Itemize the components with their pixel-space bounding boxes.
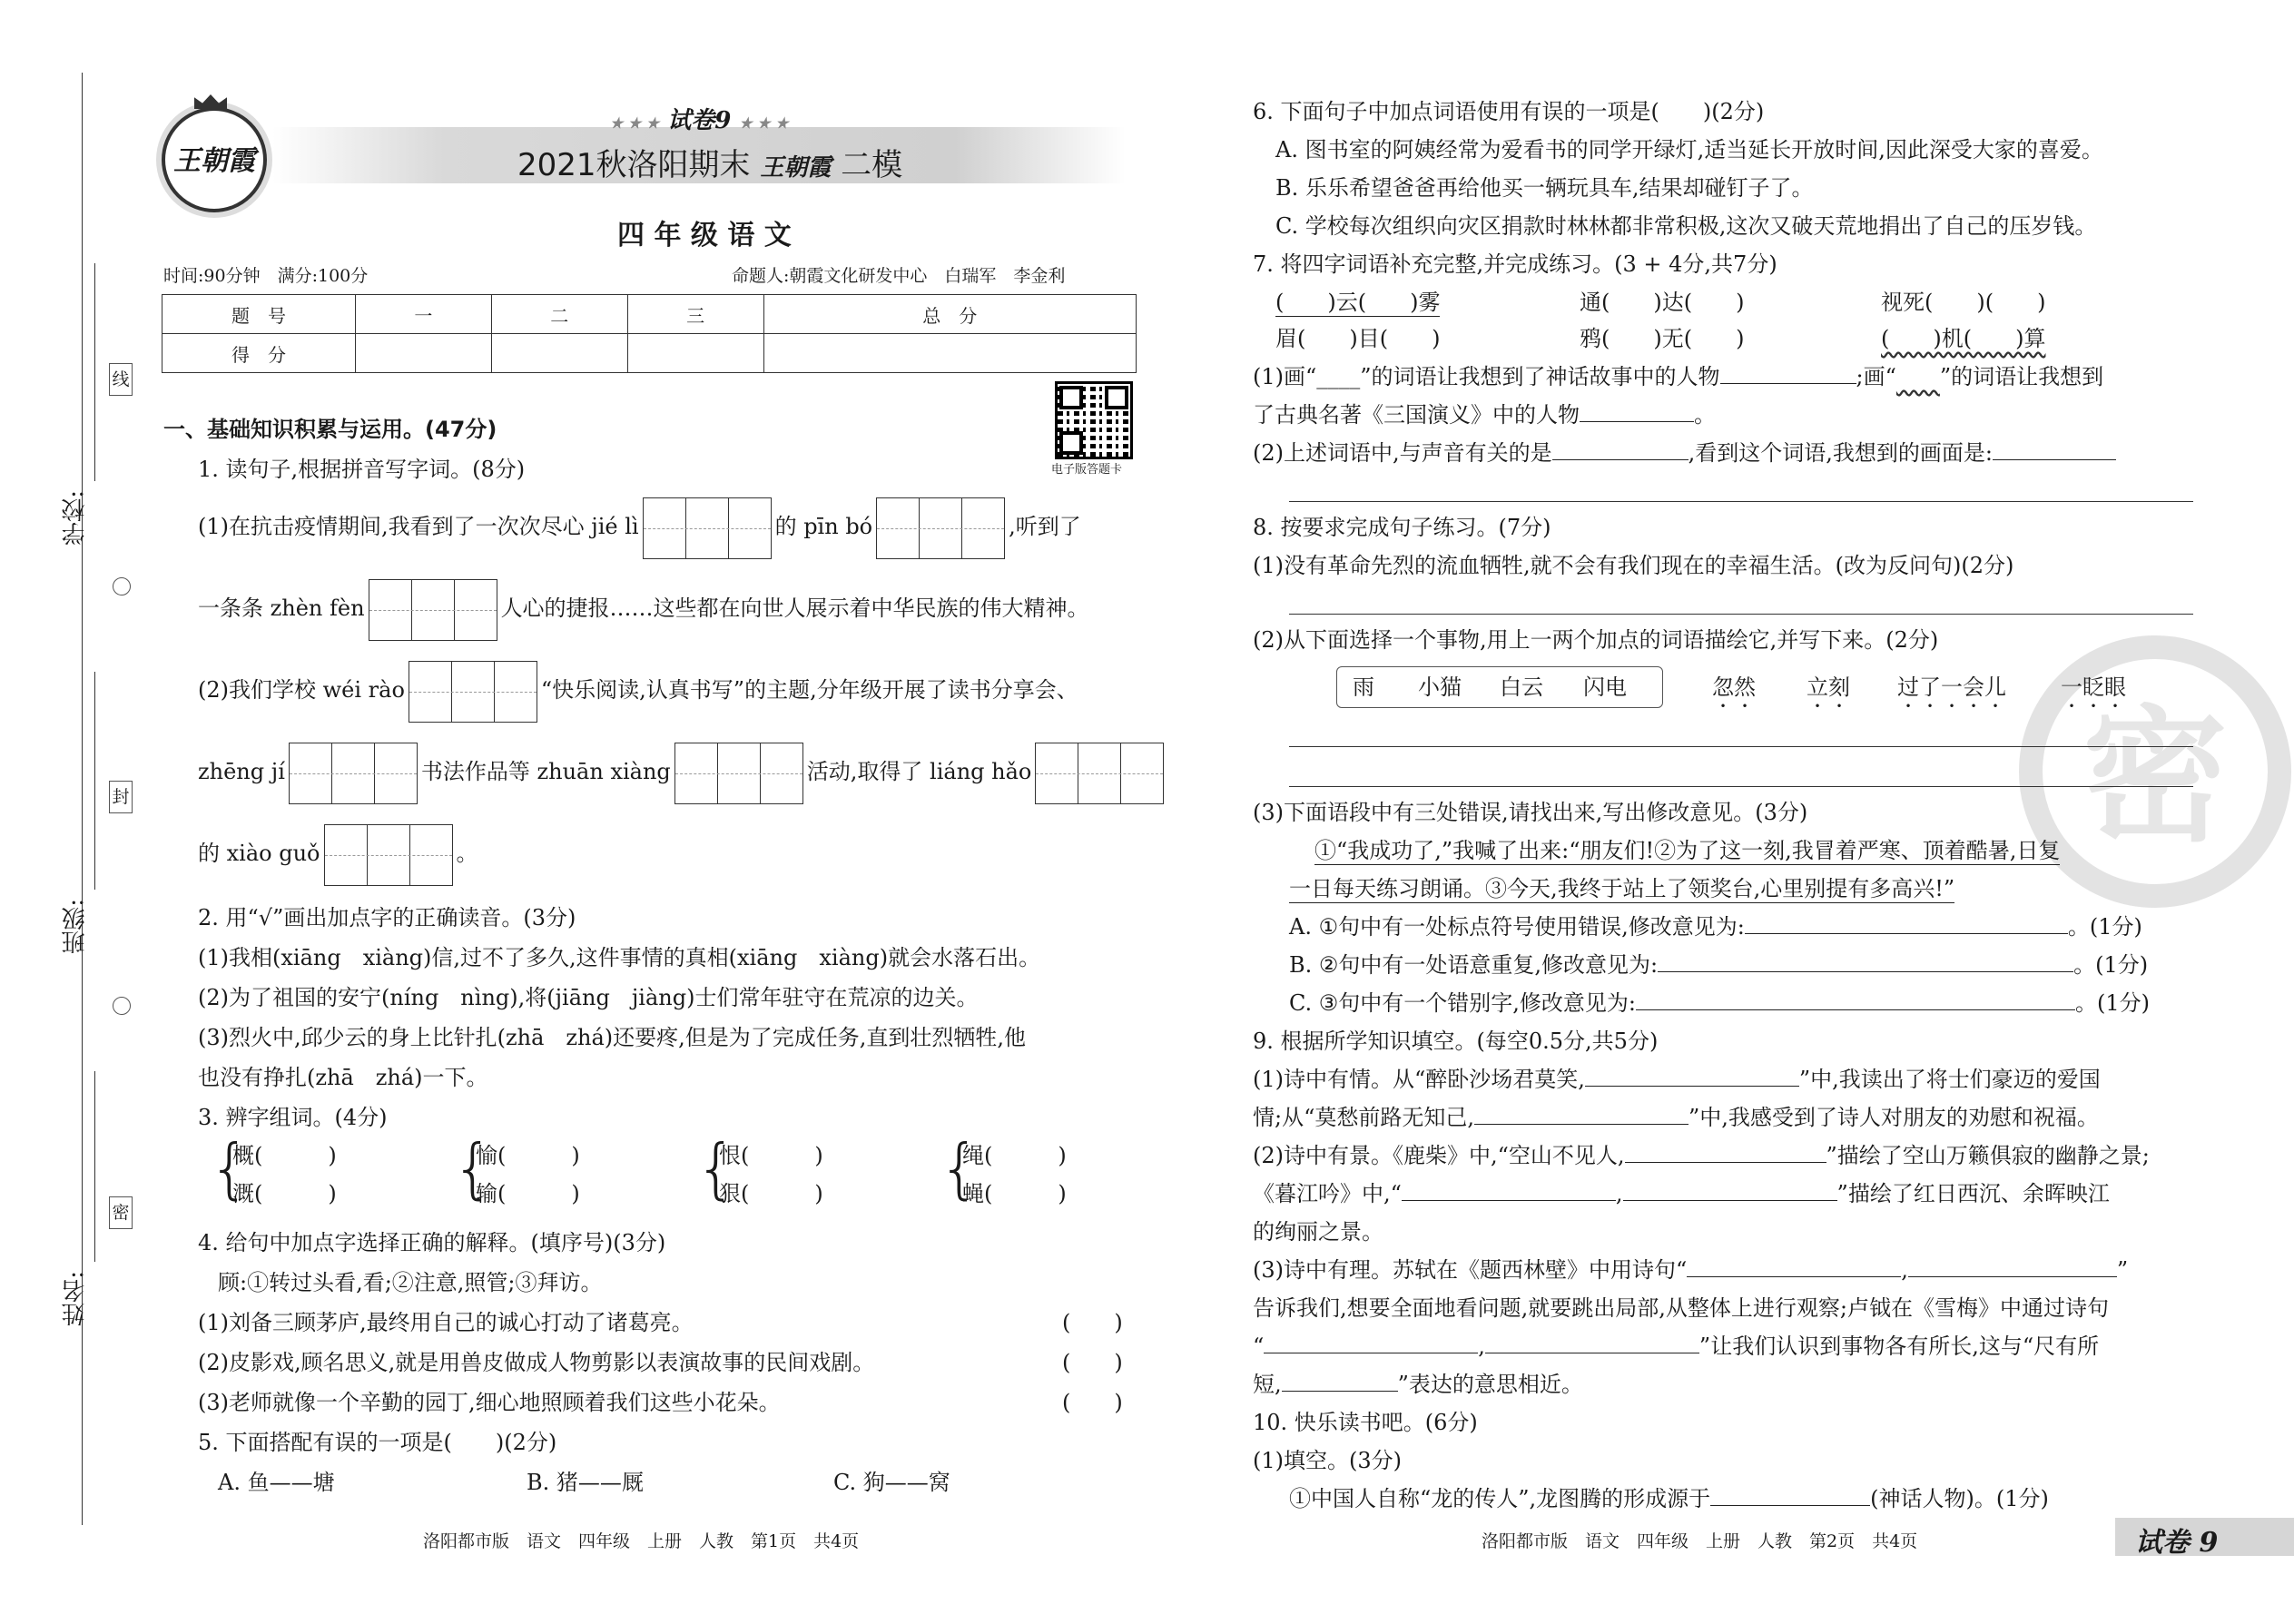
q10-title: 10. 快乐读书吧。(6分) bbox=[1253, 1410, 1478, 1435]
q9-text: ”让我们认识到事物各有所长,这与“尺有所 bbox=[1698, 1334, 2100, 1359]
answer-blank[interactable] bbox=[1264, 1333, 1478, 1353]
q1-text: “快乐阅读,认真书写”的主题,分年级开展了读书分享会、 bbox=[540, 677, 1078, 703]
stamp-text: 密 bbox=[2082, 692, 2228, 861]
q10-item-1: (1)填空。(3分) bbox=[1253, 1448, 1402, 1473]
q7-title: 7. 将四字词语补充完整,并完成练习。(3 + 4分,共7分) bbox=[1253, 251, 1777, 277]
q1-line3 bbox=[198, 654, 1078, 726]
section-1-title: 一、基础知识积累与运用。(47分) bbox=[163, 417, 497, 442]
q4-answer-2[interactable]: ( ) bbox=[1062, 1350, 1123, 1375]
authors: 命题人:朝霞文化研发中心 白瑞军 李金利 bbox=[732, 266, 1066, 286]
q8-passage-2: 一日每天练习朗诵。③今天,我终于站上了领奖台,心里别提有多高兴!” bbox=[1289, 876, 1955, 901]
q6-option-c[interactable]: C. 学校每次组织向灾区捐款时林林都非常积极,这次又破天荒地捐出了自己的压岁钱。 bbox=[1275, 213, 2097, 239]
q9-2-line1 bbox=[1253, 1142, 2150, 1169]
q9-2-line3: 的绚丽之景。 bbox=[1253, 1219, 1383, 1245]
q7-1-line2 bbox=[1253, 401, 1716, 428]
q4-item-1: (1)刘备三顾茅庐,最终用自己的诚心打动了诸葛亮。 bbox=[198, 1310, 694, 1335]
q9-3-line4 bbox=[1253, 1371, 1583, 1398]
page-footer-left: 洛阳都市版 语文 四年级 上册 人教 第1页 共4页 bbox=[423, 1531, 860, 1551]
q7-text: 了古典名著《三国演义》中的人物 bbox=[1253, 402, 1580, 428]
dotted-word[interactable]: 过了一会儿 bbox=[1897, 674, 2006, 700]
answer-blank[interactable] bbox=[1580, 401, 1694, 422]
q1-text: zhēng jí bbox=[198, 759, 285, 784]
word-item: 愉( ) bbox=[476, 1143, 580, 1168]
qr-corner bbox=[1105, 386, 1128, 409]
q8-text: 。(1分) bbox=[2075, 990, 2150, 1016]
q5-option-c[interactable]: C. 狗——窝 bbox=[833, 1470, 950, 1495]
crown-icon bbox=[194, 94, 227, 109]
score-input[interactable] bbox=[356, 334, 492, 373]
name-line bbox=[94, 1071, 95, 1262]
q2-item-2: (2)为了祖国的安宁(níng nìng),将(jiāng jiàng)士们常年驻守在荒凉的边关。 bbox=[198, 985, 979, 1010]
answer-grid[interactable] bbox=[674, 743, 803, 804]
q10-1-line bbox=[1289, 1485, 2049, 1512]
q7-text: ,看到这个词语,我想到的画面是: bbox=[1688, 440, 1993, 466]
q7-text: (1)画“____”的词语让我想到了神话故事中的人物 bbox=[1253, 364, 1720, 389]
q8-b-line bbox=[1289, 951, 2148, 979]
q7-text: 。 bbox=[1694, 402, 1716, 428]
q6-option-b[interactable]: B. 乐乐希望爸爸再给他买一辆玩具车,结果却碰钉子了。 bbox=[1275, 175, 1814, 201]
score-cell: 得 分 bbox=[162, 334, 356, 373]
page-footer-right: 洛阳都市版 语文 四年级 上册 人教 第2页 共4页 bbox=[1482, 1531, 1918, 1551]
q9-text: 短, bbox=[1253, 1372, 1282, 1397]
q1-text: 。 bbox=[456, 841, 478, 866]
score-table bbox=[162, 294, 1137, 373]
qr-corner bbox=[1059, 431, 1083, 455]
approved-stamp bbox=[2019, 635, 2291, 908]
q5-option-a[interactable]: A. 鱼——塘 bbox=[218, 1470, 335, 1495]
brace-icon: { bbox=[209, 1130, 251, 1206]
q9-3-line2: 告诉我们,想要全面地看问题,就要跳出局部,从整体上进行观察;卢钺在《雪梅》中通过诗句 bbox=[1253, 1295, 2109, 1321]
qr-caption: 电子版答题卡 bbox=[1051, 463, 1123, 477]
q10-text: (神话人物)。(1分) bbox=[1870, 1486, 2049, 1511]
answer-blank[interactable] bbox=[1282, 1371, 1398, 1392]
school-line bbox=[94, 263, 95, 481]
q1-text: ,听到了 bbox=[1009, 514, 1081, 539]
wavy-sample bbox=[1896, 364, 1940, 389]
q7-word-2[interactable]: 通( )达( ) bbox=[1580, 290, 1745, 315]
score-cell: 题 号 bbox=[162, 295, 356, 334]
title-right: 二模 bbox=[841, 147, 903, 183]
answer-blank[interactable] bbox=[1636, 989, 2075, 1010]
q9-text: , bbox=[1901, 1257, 1908, 1283]
q1-text: 的 pīn bó bbox=[774, 514, 873, 539]
score-input[interactable] bbox=[627, 334, 763, 373]
word-item: 蝇( ) bbox=[962, 1181, 1067, 1206]
answer-grid[interactable] bbox=[409, 661, 537, 723]
brace-icon: { bbox=[695, 1130, 737, 1206]
q7-word-5[interactable]: 鸦( )无( ) bbox=[1580, 326, 1745, 351]
answer-grid[interactable] bbox=[324, 824, 453, 886]
q1-line4 bbox=[198, 735, 1167, 808]
binding-mark-seal: 封 bbox=[109, 781, 133, 813]
q1-line2 bbox=[198, 572, 1089, 645]
dotted-word[interactable]: 立刻 bbox=[1807, 674, 1850, 700]
answer-blank[interactable] bbox=[1745, 913, 2068, 934]
answer-blank[interactable] bbox=[1720, 363, 1856, 384]
writing-line[interactable] bbox=[1289, 786, 2193, 787]
q8-item-1: (1)没有革命先烈的流血牺牲,就不会有我们现在的幸福生活。(改为反问句)(2分) bbox=[1253, 553, 2014, 578]
q9-text: ”中,我读出了将士们豪迈的爱国 bbox=[1798, 1067, 2101, 1092]
q7-text: (2)上述词语中,与声音有关的是 bbox=[1253, 440, 1552, 466]
answer-grid[interactable] bbox=[876, 497, 1005, 559]
score-row-score bbox=[162, 334, 1137, 373]
q2-item-3: (3)烈火中,邱少云的身上比针扎(zhā zhá)还要疼,但是为了完成任务,直到壮烈牺牲,他 bbox=[198, 1025, 1027, 1050]
q9-3-line3 bbox=[1253, 1333, 2099, 1360]
q9-text: ”描绘了空山万籁俱寂的幽静之景; bbox=[1826, 1143, 2150, 1168]
q7-text: ”的词语让我想到 bbox=[1939, 364, 2104, 389]
title-left: 2021秋洛阳期末 bbox=[517, 147, 751, 183]
answer-blank[interactable] bbox=[1585, 1066, 1799, 1087]
q9-title: 9. 根据所学知识填空。(每空0.5分,共5分) bbox=[1253, 1029, 1659, 1054]
q7-word-6[interactable]: ( )机( )算 bbox=[1881, 326, 2046, 351]
q6-title: 6. 下面句子中加点词语使用有误的一项是( )(2分) bbox=[1253, 99, 1765, 124]
answer-blank[interactable] bbox=[1710, 1485, 1870, 1506]
word-item: 概( ) bbox=[232, 1143, 337, 1168]
q9-text: ” bbox=[2116, 1257, 2129, 1283]
q8-item-2: (2)从下面选择一个事物,用上一两个加点的词语描绘它,并写下来。(2分) bbox=[1253, 627, 1939, 653]
q5-option-b[interactable]: B. 猪——厩 bbox=[527, 1470, 644, 1495]
q9-text: 情;从“莫愁前路无知己, bbox=[1253, 1105, 1474, 1130]
q8-text: C. ③句中有一个错别字,修改意见为: bbox=[1289, 990, 1636, 1016]
q2-item-3-cont: 也没有挣扎(zhā zhá)一下。 bbox=[198, 1065, 488, 1090]
q7-text: ;画“ bbox=[1856, 364, 1896, 389]
q8-c-line bbox=[1289, 989, 2150, 1017]
q9-text: , bbox=[1615, 1181, 1623, 1206]
q8-text: B. ②句中有一处语意重复,修改意见为: bbox=[1289, 952, 1659, 978]
class-line bbox=[94, 672, 95, 890]
q9-text: ”描绘了红日西沉、余晖映江 bbox=[1836, 1181, 2110, 1206]
q7-word-4[interactable]: 眉( )目( ) bbox=[1275, 326, 1441, 351]
box-item[interactable]: 雨 bbox=[1353, 674, 1374, 700]
q1-line5 bbox=[198, 817, 478, 890]
q4-item-3: (3)老师就像一个辛勤的园丁,细心地照顾着我们这些小花朵。 bbox=[198, 1390, 781, 1415]
dotted-word[interactable]: 一眨眼 bbox=[2061, 674, 2126, 700]
q3-group bbox=[209, 1130, 1117, 1211]
writing-line[interactable] bbox=[1289, 501, 2193, 502]
q8-passage-1: ①“我成功了,”我喊了出来:“朋友们!②为了这一刻,我冒着严寒、顶着酷暑,日复 bbox=[1314, 838, 2061, 863]
q1-text: 书法作品等 zhuān xiàng bbox=[420, 759, 671, 784]
box-item[interactable]: 闪电 bbox=[1583, 674, 1627, 700]
class-label: 班级: bbox=[62, 899, 89, 954]
answer-blank[interactable] bbox=[1993, 439, 2116, 460]
q1-text: (1)在抗击疫情期间,我看到了一次次尽心 jié lì bbox=[198, 514, 639, 539]
q9-1-line1 bbox=[1253, 1066, 2101, 1093]
q1-line1 bbox=[198, 490, 1081, 563]
title-brand: 王朝霞 bbox=[760, 154, 832, 182]
writing-line[interactable] bbox=[1289, 746, 2193, 747]
answer-blank[interactable] bbox=[1474, 1104, 1689, 1125]
answer-blank[interactable] bbox=[1687, 1256, 1901, 1277]
subject-title: 四 年 级 语 文 bbox=[617, 220, 792, 251]
q9-text: ”中,我感受到了诗人对朋友的劝慰和祝福。 bbox=[1688, 1105, 2099, 1130]
score-row-header bbox=[162, 295, 1137, 334]
q2-title: 2. 用“√”画出加点字的正确读音。(3分) bbox=[198, 905, 576, 930]
q3-title: 3. 辨字组词。(4分) bbox=[198, 1105, 388, 1130]
q7-1-line1 bbox=[1253, 363, 2103, 390]
paper-ribbon bbox=[610, 107, 789, 137]
box-item[interactable]: 白云 bbox=[1500, 674, 1543, 700]
school-label: 学校: bbox=[62, 490, 89, 546]
q1-text: (2)我们学校 wéi rào bbox=[198, 677, 405, 703]
answer-blank[interactable] bbox=[1658, 951, 2073, 972]
brace-icon: { bbox=[939, 1130, 980, 1206]
binding-mark-secret: 密 bbox=[109, 1196, 133, 1229]
logo-text: 王朝霞 bbox=[173, 145, 255, 177]
q2-item-1: (1)我相(xiāng xiàng)信,过不了多久,这件事情的真相(xiāng xiàng)就会水落石出。 bbox=[198, 945, 1041, 970]
qr-corner bbox=[1059, 386, 1083, 409]
q7-2-line bbox=[1253, 439, 2116, 467]
answer-blank[interactable] bbox=[1552, 439, 1689, 460]
class-field[interactable] bbox=[62, 672, 103, 962]
school-field[interactable] bbox=[62, 263, 103, 554]
q9-text: (1)诗中有情。从“醉卧沙场君莫笑, bbox=[1253, 1067, 1585, 1092]
word-item: 恨( ) bbox=[719, 1143, 823, 1168]
score-input[interactable] bbox=[491, 334, 627, 373]
time-score: 时间:90分钟 满分:100分 bbox=[163, 266, 369, 286]
q9-text: ”表达的意思相近。 bbox=[1397, 1372, 1583, 1397]
q8-text: A. ①句中有一处标点符号使用错误,修改意见为: bbox=[1289, 914, 1745, 940]
word-item: 输( ) bbox=[476, 1181, 580, 1206]
binding-hole-1 bbox=[113, 577, 131, 595]
dotted-word[interactable]: 忽然 bbox=[1712, 674, 1756, 700]
exam-title bbox=[517, 147, 902, 186]
q1-text: 活动,取得了 liáng hǎo bbox=[806, 759, 1032, 784]
q8-item-3: (3)下面语段中有三处错误,请找出来,写出修改意见。(3分) bbox=[1253, 800, 1808, 825]
q9-1-line2 bbox=[1253, 1104, 2099, 1131]
score-cell: 二 bbox=[491, 295, 627, 334]
q10-text: ①中国人自称“龙的传人”,龙图腾的形成源于 bbox=[1289, 1486, 1711, 1511]
answer-grid[interactable] bbox=[1035, 743, 1164, 804]
score-cell: 一 bbox=[356, 295, 492, 334]
stars-right: ★ ★ ★ bbox=[739, 114, 789, 132]
answer-blank[interactable] bbox=[1625, 1142, 1826, 1163]
q5-title: 5. 下面搭配有误的一项是( )(2分) bbox=[198, 1430, 557, 1455]
q9-text: “ bbox=[1253, 1334, 1265, 1359]
answer-grid[interactable] bbox=[643, 497, 772, 559]
answer-blank[interactable] bbox=[1908, 1256, 2117, 1277]
word-item: 溉( ) bbox=[232, 1181, 337, 1206]
q1-text: 一条条 zhèn fèn bbox=[198, 595, 365, 621]
answer-blank[interactable] bbox=[1485, 1333, 1699, 1353]
binding-hole-2 bbox=[113, 997, 131, 1015]
q4-answer-1[interactable]: ( ) bbox=[1062, 1310, 1123, 1335]
q8-a-line bbox=[1289, 913, 2142, 940]
ribbon-label: 试卷9 bbox=[667, 107, 732, 134]
score-input[interactable] bbox=[763, 334, 1136, 373]
q9-text: (2)诗中有景。《鹿柴》中,“空山不见人, bbox=[1253, 1143, 1625, 1168]
q9-2-line2 bbox=[1253, 1180, 2110, 1207]
answer-grid[interactable] bbox=[289, 743, 418, 804]
answer-grid[interactable] bbox=[369, 579, 497, 641]
brace-icon: { bbox=[452, 1130, 494, 1206]
q9-text: (3)诗中有理。苏轼在《题西林壁》中用诗句“ bbox=[1253, 1257, 1688, 1283]
paper-tag: 试卷 9 bbox=[2135, 1527, 2219, 1559]
binding-mark-line: 线 bbox=[109, 363, 133, 396]
name-field[interactable] bbox=[62, 1071, 103, 1362]
answer-blank[interactable] bbox=[1402, 1180, 1616, 1201]
q6-option-a[interactable]: A. 图书室的阿姨经常为爱看书的同学开绿灯,适当延长开放时间,因此深受大家的喜爱。 bbox=[1275, 137, 2103, 162]
qr-code[interactable] bbox=[1055, 381, 1133, 459]
q4-item-2: (2)皮影戏,顾名思义,就是用兽皮做成人物剪影以表演故事的民间戏剧。 bbox=[198, 1350, 875, 1375]
answer-blank[interactable] bbox=[1623, 1180, 1837, 1201]
q4-answer-3[interactable]: ( ) bbox=[1062, 1390, 1123, 1415]
q7-word-1[interactable]: ( )云( )雾 bbox=[1275, 290, 1441, 315]
score-cell: 总 分 bbox=[763, 295, 1136, 334]
word-item: 狠( ) bbox=[719, 1181, 823, 1206]
q7-word-3[interactable]: 视死( )( ) bbox=[1881, 290, 2046, 315]
name-label: 姓名: bbox=[62, 1271, 89, 1326]
q8-text: 。(1分) bbox=[2073, 952, 2149, 978]
q9-3-line1 bbox=[1253, 1256, 2128, 1284]
score-cell: 三 bbox=[627, 295, 763, 334]
stars-left: ★ ★ ★ bbox=[610, 114, 660, 132]
word-item: 绳( ) bbox=[962, 1143, 1067, 1168]
logo bbox=[162, 107, 267, 212]
q4-definition: 顾:①转过头看,看;②注意,照管;③拜访。 bbox=[218, 1270, 603, 1295]
q1-text: 的 xiào guǒ bbox=[198, 841, 320, 866]
q9-text: , bbox=[1478, 1334, 1485, 1359]
q8-text: 。(1分) bbox=[2067, 914, 2142, 940]
writing-line[interactable] bbox=[1289, 614, 2193, 615]
q4-title: 4. 给句中加点字选择正确的解释。(填序号)(3分) bbox=[198, 1230, 666, 1255]
q1-title: 1. 读句子,根据拼音写字词。(8分) bbox=[198, 457, 526, 482]
q8-title: 8. 按要求完成句子练习。(7分) bbox=[1253, 515, 1551, 540]
box-item[interactable]: 小猫 bbox=[1418, 674, 1462, 700]
q1-text: 人心的捷报……这些都在向世人展示着中华民族的伟大精神。 bbox=[500, 595, 1089, 621]
q9-text: 《暮江吟》中,“ bbox=[1253, 1181, 1402, 1206]
